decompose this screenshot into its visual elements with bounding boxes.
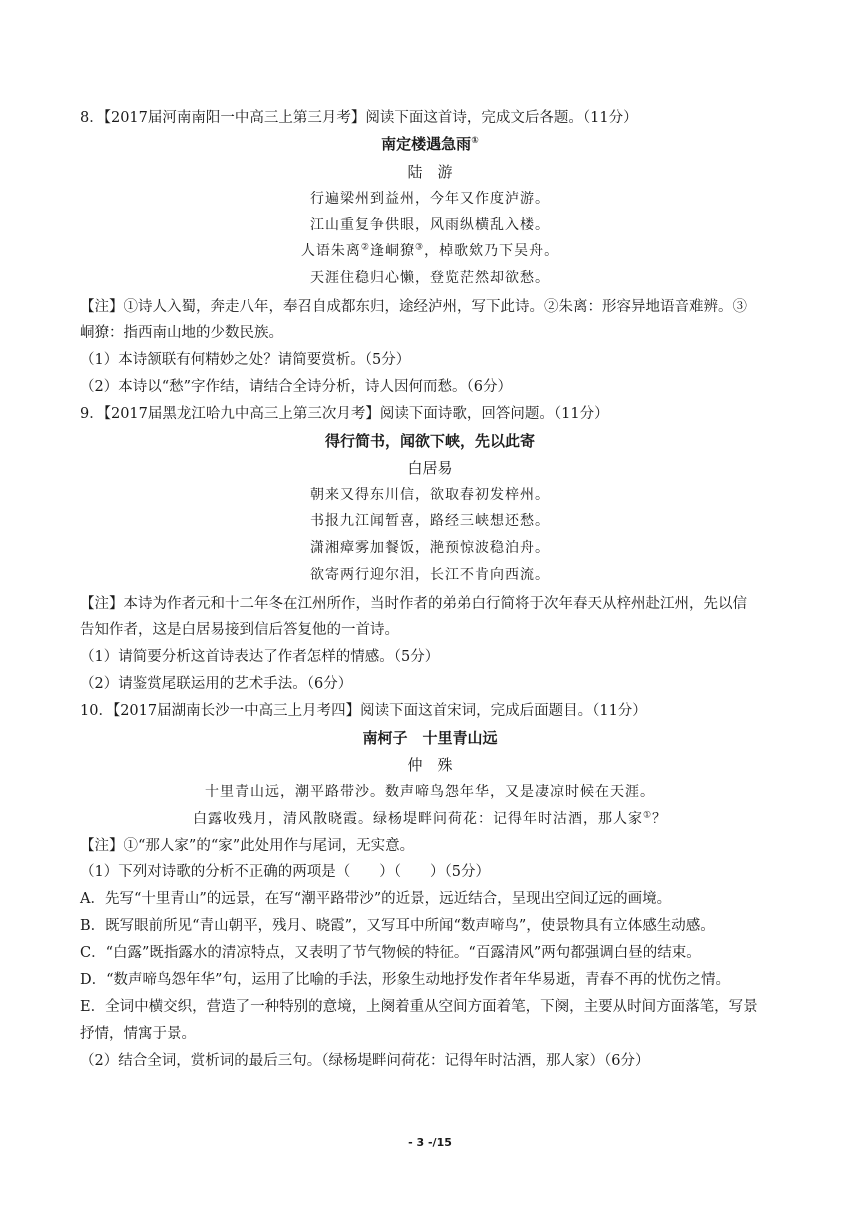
q9-poem-line-1: 朝来又得东川信，欲取春初发梓州。	[310, 487, 550, 503]
q8-poem-line-3-a: 人语朱离	[300, 243, 361, 259]
q9-poem-title: 得行简书，闻欲下峡，先以此寄	[324, 432, 535, 450]
q10-poem-line-2-text: 白露收残月，清风散晓霞。绿杨堤畔问荷花：记得年时沽酒，那人家	[192, 811, 643, 827]
q10-option-c: C．“白露”既指露水的清凉特点，又表明了节气物候的特征。“百露清风”两句都强调白昼的结束。	[80, 945, 701, 961]
q10-option-e-continued: 抒情，情寓于景。	[80, 1026, 196, 1042]
q8-footnote-3: ③	[415, 242, 425, 253]
q8-poem-line-2: 江山重复争供眼，风雨纵横乱入楼。	[310, 217, 550, 233]
q10-footnote-1: ①	[642, 810, 653, 821]
q10-poem-author: 仲 殊	[407, 756, 453, 774]
q8-poem-title	[0, 134, 860, 154]
q10-poem-line-1: 十里青山远，潮平路带沙。数声啼鸟怨年华，又是凄凉时候在天涯。	[205, 784, 655, 800]
q10-subquestion-1: （1）下列对诗歌的分析不正确的两项是（ ）（ ）（5分）	[80, 864, 490, 880]
q8-note-line-2: 峒獠：指西南山地的少数民族。	[80, 325, 283, 341]
q10-poem-line-2-end: ？	[652, 811, 668, 827]
q8-header: 8．【2017届河南南阳一中高三上第三月考】阅读下面这首诗，完成文后各题。（11分）	[80, 110, 638, 126]
q8-poem-line-1: 行遍梁州到益州，今年又作度泸游。	[310, 191, 550, 207]
q10-option-d: D．“数声啼鸟怨年华”句，运用了比喻的手法，形象生动地抒发作者年华易逝，青春不再的忧伤之情。	[80, 972, 730, 988]
q9-note-line-1: 【注】本诗为作者元和十二年冬在江州所作，当时作者的弟弟白行简将于次年春天从梓州赴江州，先以信	[80, 596, 747, 612]
q10-poem-title: 南柯子 十里青山远	[362, 729, 498, 747]
q9-note-line-2: 告知作者，这是白居易接到信后答复他的一首诗。	[80, 622, 399, 638]
q8-footnote-2: ②	[360, 242, 370, 253]
q8-note-line-1: 【注】①诗人入蜀，奔走八年，奉召自成都东归，途经泸州，写下此诗。②朱离：形容异地语音难辨。③	[80, 299, 747, 315]
q8-poem-line-3-c: ，棹歌欸乃下吴舟。	[424, 243, 560, 259]
q9-poem-line-2: 书报九江闻暂喜，路经三峡想还愁。	[310, 513, 550, 529]
q8-title-footnote: ①	[471, 136, 479, 146]
q10-option-a: A．先写“十里青山”的远景，在写“潮平路带沙”的近景，远近结合，呈现出空间辽远的画境。	[80, 891, 672, 907]
q8-poem-line-3	[0, 241, 860, 261]
q9-poem-line-4: 欲寄两行迎尔泪，长江不肯向西流。	[310, 567, 550, 583]
q9-subquestion-1: （1）请简要分析这首诗表达了作者怎样的情感。（5分）	[80, 649, 440, 665]
q8-title-text: 南定楼遇急雨	[381, 135, 472, 153]
q10-option-b: B．既写眼前所见“青山朝平，残月、晓霞”，又写耳中所闻“数声啼鸟”，使景物具有立体感生动感。	[80, 918, 715, 934]
q8-poem-line-4: 天涯住稳归心懒，登览茫然却欲愁。	[310, 270, 550, 286]
q9-header: 9．【2017届黑龙江哈九中高三上第三次月考】阅读下面诗歌，回答问题。（11分）	[80, 406, 609, 422]
q8-poem-line-3-b: 逢峒獠	[370, 243, 415, 259]
q8-poem-author: 陆 游	[407, 163, 453, 181]
q10-subquestion-2: （2）结合全词，赏析词的最后三句。（绿杨堤畔问荷花：记得年时沽酒，那人家）（6分）	[80, 1053, 650, 1069]
q9-subquestion-2: （2）请鉴赏尾联运用的艺术手法。（6分）	[80, 676, 353, 692]
page-number: - 3 -/15	[408, 1136, 452, 1149]
q10-option-e: E．全词中横交织，营造了一种特别的意境，上阕着重从空间方面着笔，下阕，主要从时间方面落笔，写景	[80, 999, 758, 1015]
q9-poem-author: 白居易	[407, 459, 453, 477]
q10-poem-line-2	[0, 809, 860, 829]
q9-poem-line-3: 潇湘瘴雾加餐饭，滟预惊波稳泊舟。	[310, 540, 550, 556]
q8-subquestion-1: （1）本诗颔联有何精妙之处？请简要赏析。（5分）	[80, 352, 411, 368]
q10-header: 10．【2017届湖南长沙一中高三上月考四】阅读下面这首宋词，完成后面题目。（11分）	[80, 703, 647, 719]
q8-subquestion-2: （2）本诗以“愁”字作结，请结合全诗分析，诗人因何而愁。（6分）	[80, 379, 513, 395]
q10-note: 【注】①“那人家”的“家”此处用作与尾词，无实意。	[80, 838, 415, 854]
